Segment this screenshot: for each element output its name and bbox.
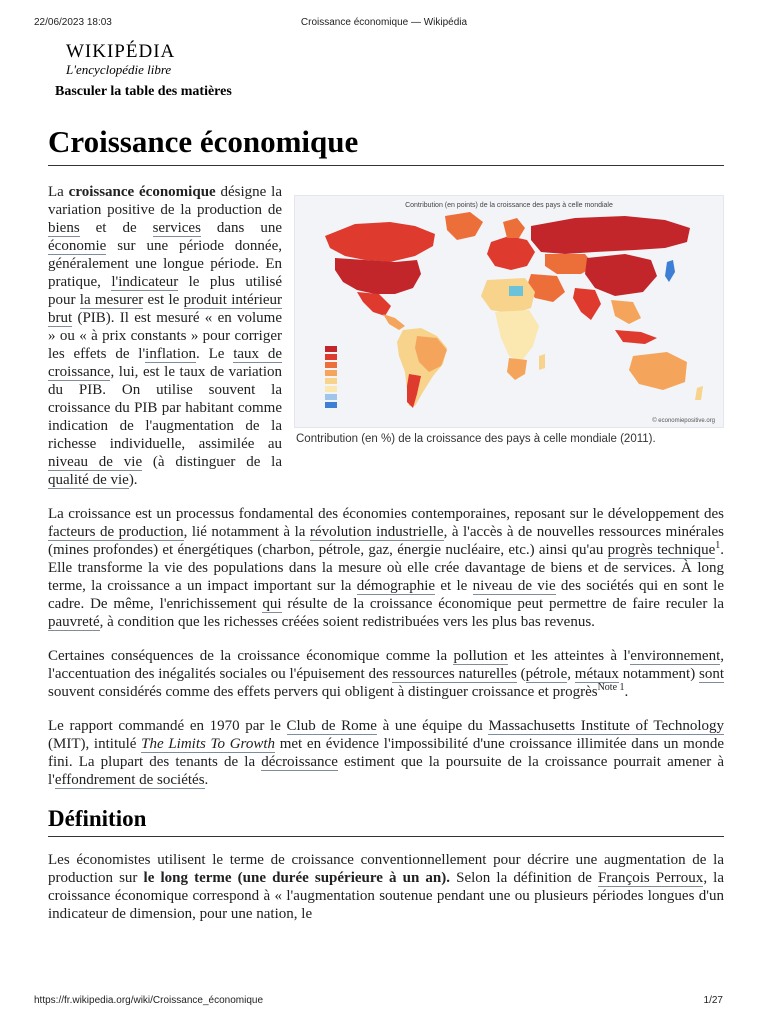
map-canada [325, 222, 435, 262]
link-effondrement[interactable]: effondrement de sociétés [54, 772, 205, 788]
link-inflation[interactable]: inflation [145, 346, 196, 362]
wikipedia-logo[interactable] [66, 42, 175, 78]
map-figure [294, 195, 724, 446]
section-heading-definition: Définition [48, 805, 724, 837]
map-southeast-asia [611, 300, 641, 324]
bold-long-terme: le long terme (une durée supérieure à un an). [143, 870, 451, 886]
print-footer [0, 995, 768, 1009]
logo-wordmark: WIKIPÉDIA [66, 41, 176, 62]
print-title: Croissance économique — Wikipédia [300, 17, 468, 28]
link-pib[interactable]: produit intérieur brut [48, 292, 283, 326]
link-taux-croissance[interactable]: taux de croissance [48, 346, 282, 380]
map-europe [487, 236, 535, 270]
paragraph-5: Les économistes utilisent le terme de croissance conventionnellement pour décrire une augmentation de la production sur le long terme (une durée supérieure à un an). Selon la définition de François Perroux, la croissance économique correspond à « l'augmentation soutenue pendant une ou plusieurs périodes longues d'un indicateur de dimension, pour une nation, le [48, 852, 724, 922]
link-mit[interactable]: Massachusetts Institute of Technology [488, 718, 724, 734]
world-map[interactable] [294, 195, 724, 428]
map-madagascar [539, 354, 545, 370]
map-legend [325, 346, 337, 408]
link-facteurs-production[interactable]: facteurs de production [48, 524, 184, 540]
print-date: 22/06/2023 18:03 [34, 17, 112, 28]
link-demographie[interactable]: démographie [356, 578, 436, 594]
figure-caption: Contribution (en %) de la croissance des pays à celle mondiale (2011). [296, 433, 656, 445]
link-mesurer[interactable]: la mesurer [79, 292, 144, 308]
link-qualite-de-vie[interactable]: qualité de vie [48, 472, 129, 488]
paragraph-3: Certaines conséquences de la croissance économique comme la pollution et les atteintes à l'environnement, l'accentuation des inégalités sociales ou l'épuisement des ressources naturelles (pétrole, métaux notamment) sont souvent considérés comme des effets pervers qui obligent à distinguer croissance et progrès$^{Note 1}$. [48, 648, 725, 700]
link-niveau-de-vie-2[interactable]: niveau de vie [472, 578, 556, 594]
map-libya [509, 286, 523, 296]
intro-paragraph: La croissance économique désigne la variation positive de la production de biens et de services dans une économie sur une période donnée, généralement une longue période. En pratique, l'indicateur le plus utilisé pour la mesurer est le produit intérieur brut (PIB). Il est mesuré « en volume » ou « à prix constants » pour corriger les effets de l'inflation. Le taux de croissance, lui, est le taux de variation du PIB. On utilise souvent la croissance du PIB par habitant comme indication de l'augmentation de la richesse individuelle, assimilée au niveau de vie (à distinguer de la qualité de vie). [48, 184, 283, 488]
map-greenland [445, 212, 483, 240]
map-scandinavia [503, 218, 525, 238]
footnote-ref[interactable]: 1 [715, 540, 721, 551]
link-ressources-naturelles[interactable]: ressources naturelles [392, 666, 517, 682]
link-pauvrete[interactable]: pauvreté [48, 614, 100, 630]
link-revolution-industrielle[interactable]: révolution industrielle [309, 524, 444, 540]
map-china [585, 254, 657, 296]
link-metaux[interactable]: métaux [574, 666, 619, 682]
print-url: https://fr.wikipedia.org/wiki/Croissance_économique [34, 995, 263, 1006]
map-indonesia [615, 330, 657, 344]
map-africa-central [495, 310, 539, 362]
link-limits-to-growth[interactable]: The Limits To Growth [141, 736, 276, 752]
link-qui[interactable]: qui [262, 596, 282, 612]
map-central-america [383, 314, 405, 330]
map-india [573, 288, 601, 320]
link-niveau-de-vie[interactable]: niveau de vie [48, 454, 143, 470]
page-title: Croissance économique [48, 123, 724, 166]
bold-term: croissance économique [68, 184, 216, 200]
world-map-svg [295, 196, 723, 427]
paragraph-2: La croissance est un processus fondamental des économies contemporaines, reposant sur le développement des facteurs de production, lié notamment à la révolution industrielle, à l'accès à de nouvelles ressources minérales (mines profondes) et énergétiques (charbon, pétrole, gaz, énergie nucléaire, etc.) ainsi qu'au progrès technique$^1$. Elle transforme la vie des populations dans la mesure où elle crée davantage de biens et de services. À long terme, la croissance a un impact important sur la démographie et le niveau de vie des sociétés qui en sont le cadre. De même, l'enrichissement qui résulte de la croissance économique peut permettre de faire reculer la pauvreté, à condition que les richesses créées soient redistribuées vers les plus bas revenus. [48, 506, 725, 630]
note-ref[interactable]: Note 1 [597, 682, 625, 693]
link-biens[interactable]: biens [48, 220, 80, 236]
map-mexico [357, 292, 391, 316]
map-russia [531, 216, 690, 254]
link-services[interactable]: services [152, 220, 201, 236]
link-sont[interactable]: sont [698, 666, 724, 682]
map-africa-north [481, 278, 535, 314]
article-body [48, 183, 724, 939]
map-new-zealand [695, 386, 703, 400]
link-francois-perroux[interactable]: François Perroux [598, 870, 704, 886]
toc-toggle-button[interactable]: Basculer la table des matières [55, 84, 232, 99]
map-australia [629, 352, 687, 390]
map-usa [335, 258, 421, 294]
link-indicateur[interactable]: l'indicateur [111, 274, 179, 290]
logo-tagline: L'encyclopédie libre [66, 62, 172, 77]
link-environnement[interactable]: environnement [630, 648, 721, 664]
link-pollution[interactable]: pollution [453, 648, 508, 664]
print-page-number: 1/27 [703, 995, 723, 1006]
link-club-de-rome[interactable]: Club de Rome [286, 718, 377, 734]
link-progres-technique[interactable]: progrès technique [607, 542, 716, 558]
link-decroissance[interactable]: décroissance [261, 754, 338, 770]
link-economie[interactable]: économie [48, 238, 107, 254]
map-africa-south [507, 358, 527, 380]
map-japan [665, 260, 675, 282]
paragraph-4: Le rapport commandé en 1970 par le Club de Rome à une équipe du Massachusetts Institute of Technology (MIT), intitulé The Limits To Growth met en évidence l'impossibilité d'une croissance illimitée dans un monde fini. La plupart des tenants de la décroissance estiment que la poursuite de la croissance pourrait amener à l'effondrement de sociétés. [48, 718, 725, 788]
map-credit: © economiepositive.org [652, 418, 715, 424]
print-header [0, 17, 768, 31]
map-title: Contribution (en points) de la croissance des pays à celle mondiale [405, 202, 613, 209]
link-petrole[interactable]: pétrole [525, 666, 568, 682]
